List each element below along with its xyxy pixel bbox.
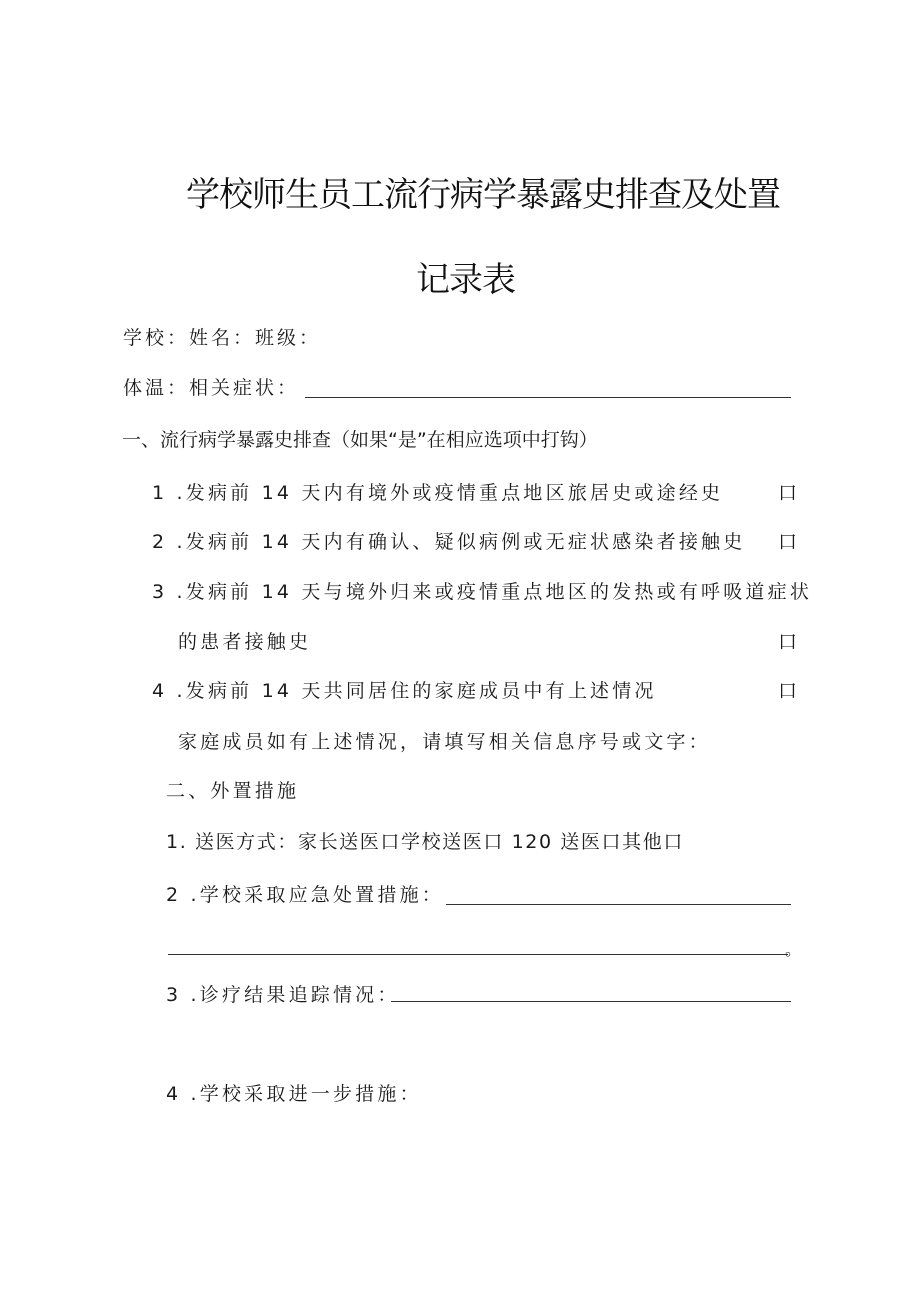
section2-heading: 二、外置措施 <box>166 780 300 802</box>
measure-2-field-line-2[interactable] <box>168 954 788 955</box>
item-3-text: 3 .发病前 14 天与境外归来或疫情重点地区的发热或有呼吸道症状 <box>152 581 813 603</box>
measure-3-field-line[interactable] <box>391 1001 791 1002</box>
measure-3-label: 3 .诊疗结果追踪情况： <box>166 984 400 1006</box>
measure-2-end-mark: 。 <box>785 940 805 959</box>
item-3-text-continued: 的患者接触史 <box>178 631 312 653</box>
symptoms-field-line[interactable] <box>305 397 791 398</box>
item-1-checkbox[interactable]: 口 <box>778 482 798 504</box>
temperature-symptoms-label: 体温：相关症状： <box>123 377 300 399</box>
page-title-line2: 记录表 <box>416 260 515 300</box>
family-note: 家庭成员如有上述情况，请填写相关信息序号或文字： <box>178 731 711 753</box>
item-2-text: 2 .发病前 14 天内有确认、疑似病例或无症状感染者接触史 <box>152 531 746 553</box>
item-2-checkbox[interactable]: 口 <box>778 531 798 553</box>
measure-4-label: 4 .学校采取进一步措施： <box>166 1083 422 1105</box>
measure-1-referral: 1. 送医方式：家长送医口学校送医口 120 送医口其他口 <box>166 831 684 853</box>
section1-heading: 一、流行病学暴露史排查（如果“是”在相应选项中打钩） <box>122 429 598 451</box>
item-4-text: 4 .发病前 14 天共同居住的家庭成员中有上述情况 <box>152 680 657 702</box>
item-1-text: 1 .发病前 14 天内有境外或疫情重点地区旅居史或途经史 <box>152 482 724 504</box>
page-title-line1: 学校师生员工流行病学暴露史排查及处置 <box>186 175 780 215</box>
school-name-class-row: 学校：姓名：班级： <box>123 327 322 349</box>
item-3-checkbox[interactable]: 口 <box>778 631 798 653</box>
item-4-checkbox[interactable]: 口 <box>778 680 798 702</box>
measure-2-field-line[interactable] <box>446 904 791 905</box>
measure-2-label: 2 .学校采取应急处置措施： <box>166 884 444 906</box>
